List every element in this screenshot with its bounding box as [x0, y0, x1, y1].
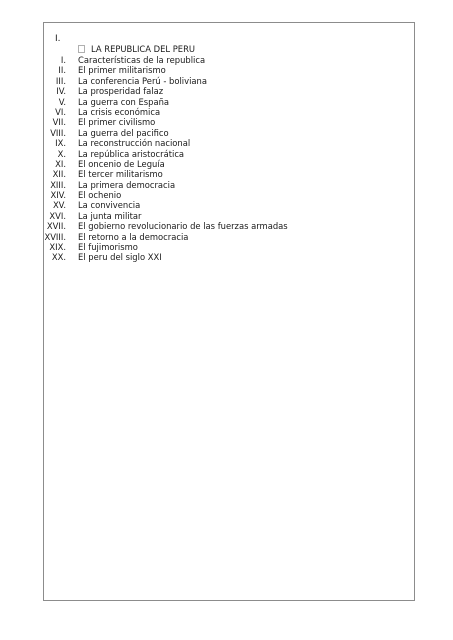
toc-item-number: XIII.	[50, 179, 66, 190]
toc-item-title: El ochenio	[78, 190, 122, 201]
toc-item-number: II.	[58, 65, 66, 76]
toc-item-title: La crisis económica	[78, 106, 161, 117]
toc-item-title: La reconstrucción nacional	[78, 138, 191, 149]
toc-item-number: VI.	[55, 106, 66, 117]
bullet-icon	[78, 45, 85, 53]
toc-item-title: Características de la republica	[78, 55, 206, 65]
toc-item-title: La convivencia	[78, 200, 141, 211]
toc-item-number: VIII.	[50, 127, 66, 138]
toc-item-title: El tercer militarismo	[78, 169, 163, 180]
toc-item-title: La república aristocrática	[78, 148, 185, 159]
toc-item-number: V.	[58, 96, 66, 107]
toc-item-number: XII.	[52, 169, 66, 180]
toc-item-title: El gobierno revolucionario de las fuerzas armadas	[78, 221, 288, 232]
toc-item-number: I.	[60, 55, 66, 65]
toc-item-title: La junta militar	[78, 210, 142, 221]
heading-number: I.	[55, 34, 61, 44]
toc-item-title: La prosperidad falaz	[78, 86, 164, 97]
toc-item-title: La conferencia Perú - boliviana	[78, 75, 207, 86]
toc-item-number: XVIII.	[44, 231, 66, 242]
toc-item-number: VII.	[52, 117, 66, 128]
toc-item-number: III.	[55, 75, 66, 86]
toc-item-title: La guerra con España	[78, 96, 170, 107]
toc-item-number: XI.	[55, 158, 66, 169]
toc-item-title: El retorno a la democracia	[78, 231, 189, 242]
toc-item-title: El oncenio de Leguía	[78, 158, 165, 169]
toc-item-number: IX.	[55, 138, 66, 149]
toc-item-number: XIX.	[49, 242, 66, 253]
toc-item-title: La guerra del pacifico	[78, 127, 169, 138]
section-title: LA REPUBLICA DEL PERU	[91, 44, 196, 54]
toc-item-number: XIV.	[50, 190, 66, 201]
toc-item-number: XV.	[52, 200, 66, 211]
toc-item-title: El primer civilismo	[78, 117, 156, 128]
toc-item-title: El peru del siglo XXI	[78, 252, 162, 263]
toc-item-number: XVII.	[46, 221, 66, 232]
toc-item-number: XVI.	[49, 210, 66, 221]
toc-item-number: X.	[57, 148, 66, 159]
toc-item-number: XX.	[51, 252, 66, 263]
toc-item-title: El primer militarismo	[78, 65, 166, 76]
toc-item-number: IV.	[56, 86, 66, 97]
section-heading	[78, 44, 195, 54]
toc-item-title: La primera democracia	[78, 179, 176, 190]
toc-item-title: El fujimorismo	[78, 242, 138, 253]
